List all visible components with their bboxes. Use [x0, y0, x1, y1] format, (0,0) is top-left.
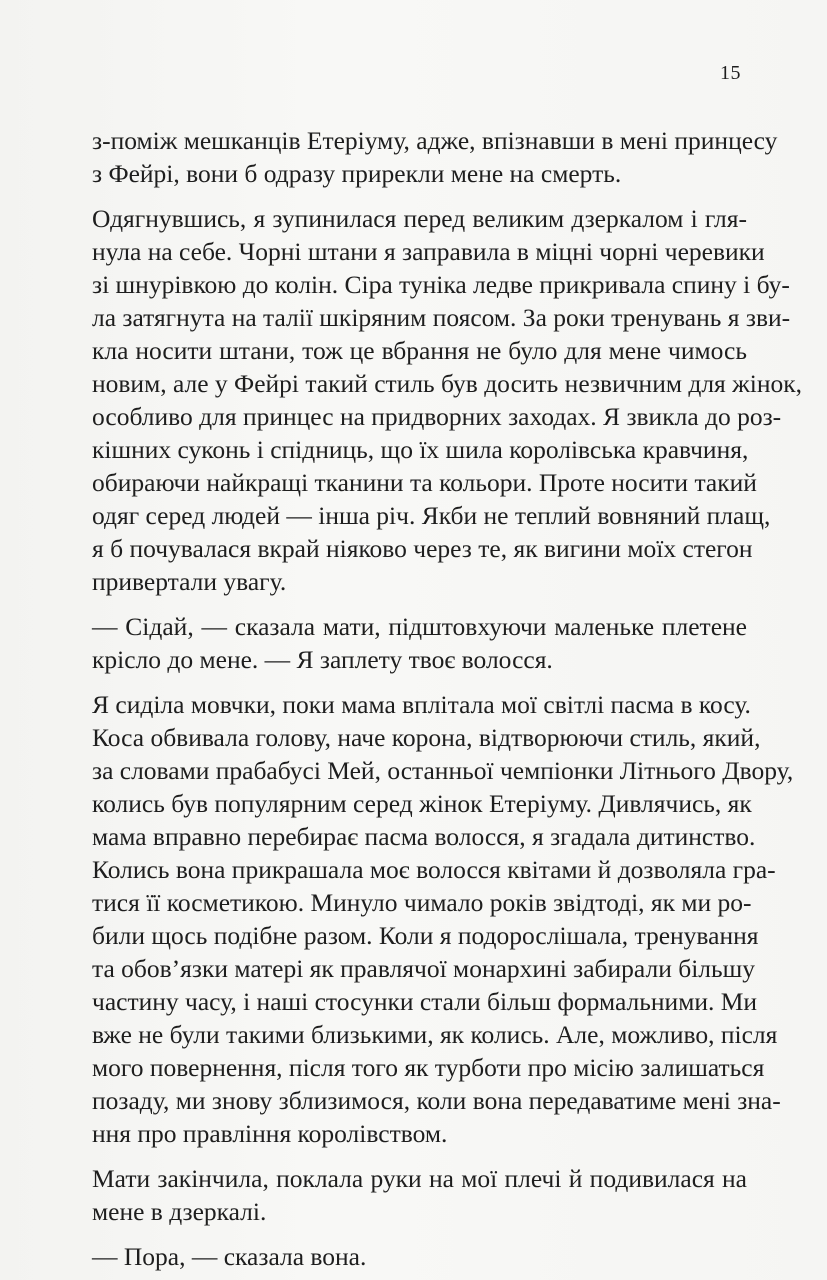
paragraph-2 [92, 202, 803, 598]
body-text [92, 124, 803, 1273]
text-line: били щось подібне разом. Коли я подорослішала, тренування [92, 921, 759, 950]
text-line: особливо для принцес на придворних заходах. Я звикла до роз- [92, 402, 782, 431]
text-line: кішних суконь і спідниць, що їх шила королівська кравчиня, [92, 435, 749, 464]
text-line: позаду, ми знову зблизимося, коли вона передаватиме мені зна- [92, 1086, 781, 1115]
page-number: 15 [720, 62, 741, 84]
text-line: кла носити штани, тож це вбрання не було для мене чимось [92, 336, 747, 365]
text-line: обираючи найкращі тканини та кольори. Проте носити такий [92, 468, 757, 497]
paragraph-6 [92, 1240, 747, 1273]
text-line: ння про правління королівством. [92, 1119, 448, 1148]
text-line: Одягнувшись, я зупинилася перед великим дзеркалом і гля- [92, 204, 747, 233]
text-line: вже не були такими близькими, як колись. Але, можливо, після [92, 1020, 778, 1049]
text-line: частину часу, і наші стосунки стали більш формальними. Ми [92, 987, 758, 1016]
text-line: я б почувалася вкрай ніяково через те, як вигини моїх стегон [92, 534, 753, 563]
text-line: Колись вона прикрашала моє волосся квітами й дозволяла гра- [92, 855, 776, 884]
text-line: тися її косметикою. Минуло чимало років звідтоді, як ми ро- [92, 888, 752, 917]
text-line: мене в дзеркалі. [92, 1197, 267, 1226]
paragraph-5 [92, 1162, 747, 1228]
text-line: зі шнурівкою до колін. Сіра туніка ледве прикривала спину і бу- [92, 270, 790, 299]
text-line: мама вправно перебирає пасма волосся, я згадала дитинство. [92, 822, 756, 851]
text-line: нула на себе. Чорні штани я заправила в міцні чорні черевики [92, 237, 765, 266]
text-line: та обов’язки матері як правлячої монархині забирали більшу [92, 954, 756, 983]
text-line: новим, але у Фейрі такий стиль був досить незвичним для жінок, [92, 369, 803, 398]
text-line: — Сідай, — сказала мати, підштовхуючи маленьке плетене [92, 612, 747, 641]
text-line: з-поміж мешканців Етеріуму, адже, впізнавши в мені принцесу [92, 126, 778, 155]
text-line: одяг серед людей — інша річ. Якби не теплий вовняний плащ, [92, 501, 771, 530]
text-line: Мати закінчила, поклала руки на мої плечі й подивилася на [92, 1164, 747, 1193]
text-line: мого повернення, після того як турботи про місію залишаться [92, 1053, 765, 1082]
text-line: з Фейрі, вони б одразу прирекли мене на смерть. [92, 159, 622, 188]
text-line: крісло до мене. — Я заплету твоє волосся. [92, 645, 553, 674]
paragraph-3 [92, 610, 747, 676]
text-line: Я сиділа мовчки, поки мама вплітала мої світлі пасма в косу. [92, 690, 751, 719]
text-line: за словами прабабусі Мей, останньої чемпіонки Літнього Двору, [92, 756, 794, 785]
paragraph-1 [92, 124, 778, 190]
text-line: ла затягнута на талії шкіряним поясом. За роки тренувань я зви- [92, 303, 791, 332]
text-line: колись був популярним серед жінок Етеріуму. Дивлячись, як [92, 789, 752, 818]
paragraph-4 [92, 688, 794, 1150]
text-line: — Пора, — сказала вона. [92, 1242, 367, 1271]
text-line: Коса обвивала голову, наче корона, відтворюючи стиль, який, [92, 723, 761, 752]
text-line: привертали увагу. [92, 567, 287, 596]
